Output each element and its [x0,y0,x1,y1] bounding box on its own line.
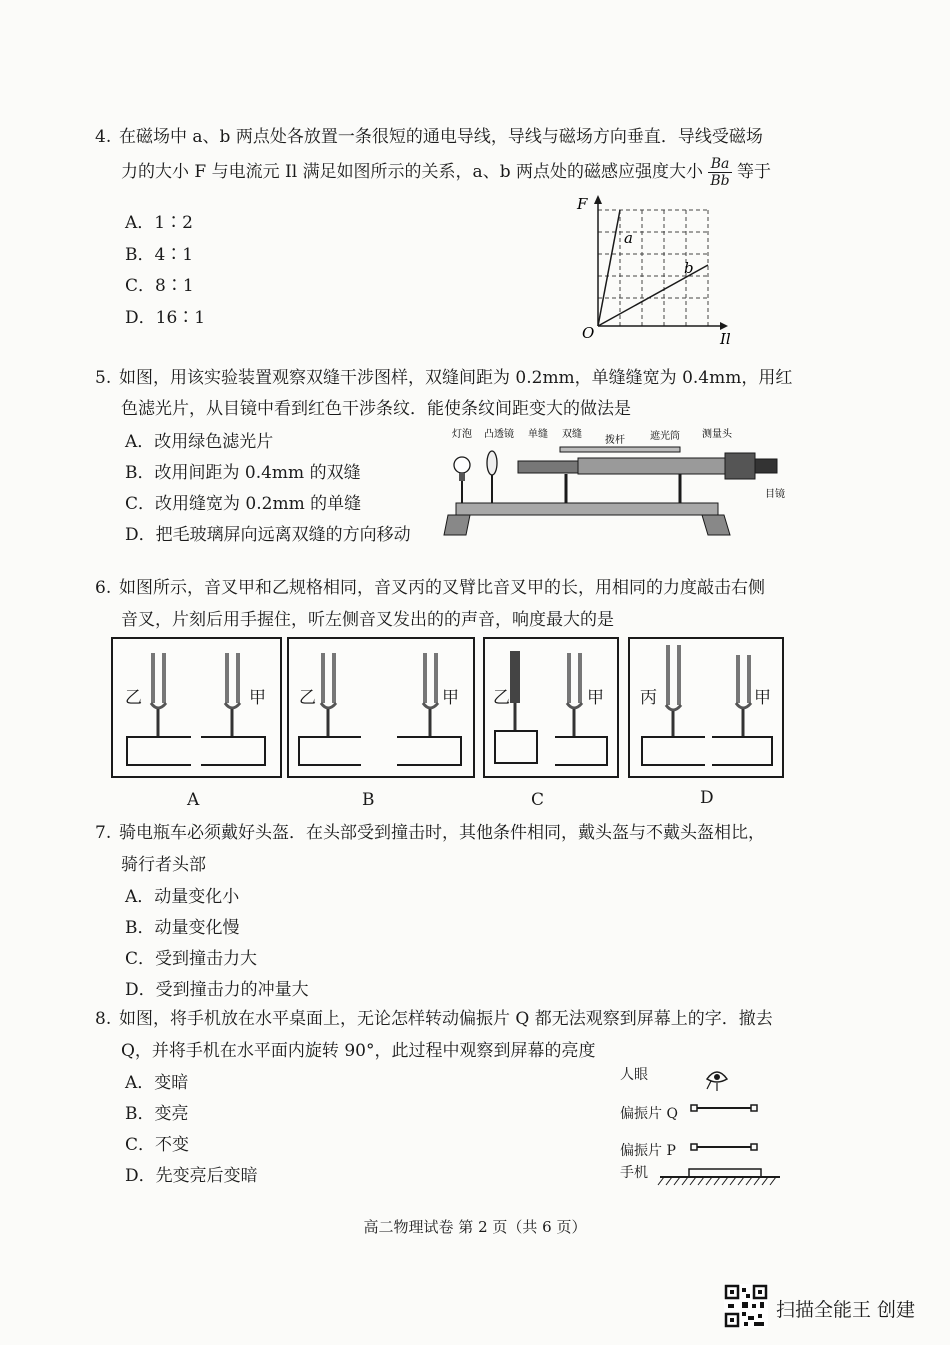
panel-a-forks [113,639,280,776]
q4-option-a: A．1∶2 [125,213,193,233]
bulb-icon [454,457,470,473]
panel-d-left-label: 丙 [640,688,657,708]
rail-foot-left [444,515,470,535]
label-lever: 拨杆 [605,435,625,446]
fork-left-prong [151,653,155,703]
q6-panel-a [111,637,282,778]
resonance-box-left [127,737,191,765]
q8-option-c: C．不变 [125,1135,190,1155]
q5-option-b: B．改用间距为 0.4mm 的双缝 [125,463,361,483]
q4-line1 [95,122,763,147]
q8-option-d: D．先变亮后变暗 [125,1166,258,1186]
q7-option-d: D．受到撞击力的冲量大 [125,980,309,1000]
lens-icon [487,451,497,475]
q8-option-a: A．变暗 [125,1073,189,1093]
polarizer-p-label: 偏振片 P [620,1143,676,1159]
q4-option-d: D．16∶1 [125,308,206,328]
panel-a-right-label: 甲 [249,688,266,708]
panel-b-right-label: 甲 [442,688,459,708]
q5-line2: 色滤光片，从目镜中看到红色干涉条纹．能使条纹间距变大的做法是 [121,399,631,419]
q5-line1 [95,363,792,388]
phone-label: 手机 [620,1165,648,1181]
qr-code-icon [724,1284,768,1328]
panel-d-right-label: 甲 [754,688,771,708]
origin-label: O [582,324,595,342]
q6-panel-b [287,637,475,778]
phone-icon [689,1169,761,1177]
q4-option-b: B．4∶1 [125,245,194,265]
rail-foot-right [702,515,730,535]
q6-panel-c [483,637,619,778]
panel-d-forks [630,639,782,776]
q5-text-1: 如图，用该实验装置观察双缝干涉图样，双缝间距为 0.2mm，单缝缝宽为 0.4mm，用红 [119,368,793,388]
line-a [598,210,620,326]
fraction-numerator: Ba [708,156,731,173]
table-hatching [658,1177,776,1185]
label-single-slit: 单缝 [528,429,548,440]
polarizer-q-end-right [751,1105,757,1111]
q7-option-c: C．受到撞击力大 [125,949,258,969]
q6-line1 [95,573,765,598]
panel-b-forks [289,639,473,776]
eye-label: 人眼 [620,1067,648,1083]
label-lens: 凸透镜 [484,429,514,440]
polarizer-q-label: 偏振片 Q [620,1106,678,1122]
resonance-box-right [201,737,265,765]
q4-option-c: C．8∶1 [125,276,194,296]
q8-text-1: 如图，将手机放在水平桌面上，无论怎样转动偏振片 Q 都无法观察到屏幕上的字．撤去 [119,1009,773,1029]
panel-a-left-label: 乙 [125,688,142,708]
q6-number: 6. [95,578,112,598]
q7-option-a: A．动量变化小 [125,887,240,907]
q4-line2 [121,156,771,189]
scanner-watermark: 扫描全能王 创建 [776,1299,916,1321]
q6-caption-b: B [362,790,375,810]
q7-line1 [95,818,765,843]
q5-option-c: C．改用缝宽为 0.2mm 的单缝 [125,494,362,514]
polarizer-q-end-left [691,1105,697,1111]
q6-panel-d [628,637,784,778]
lever [560,447,680,452]
q4-number: 4. [95,127,112,147]
q5-option-d: D．把毛玻璃屏向远离双缝的方向移动 [125,525,411,545]
q8-option-b: B．变亮 [125,1104,189,1124]
y-axis-label: F [577,195,588,213]
q8-line1 [95,1004,773,1029]
q5-apparatus [440,425,795,545]
q4-fraction [708,156,731,189]
fraction-denominator: Bb [710,173,730,190]
q7-text-1: 骑电瓶车必须戴好头盔．在头部受到撞击时，其他条件相同，戴头盔与不戴头盔相比， [119,823,765,843]
fork-right-prong [225,653,229,703]
fork-left-prong [162,653,166,703]
q7-number: 7. [95,823,112,843]
q7-line2: 骑行者头部 [121,855,206,875]
q8-line2: Q，并将手机在水平面内旋转 90°，此过程中观察到屏幕的亮度 [121,1041,596,1061]
q4-text-3: 等于 [737,162,772,183]
q4-text-1: 在磁场中 a、b 两点处各放置一条很短的通电导线，导线与磁场方向垂直．导线受磁场 [119,127,763,147]
q6-caption-c: C [531,790,545,810]
polarizer-p-end-right [751,1144,757,1150]
q8-number: 8. [95,1009,112,1029]
q6-line2: 音叉，片刻后用手握住，听左侧音叉发出的的声音，响度最大的是 [121,610,614,630]
x-axis-label: Il [720,330,731,348]
panel-b-left-label: 乙 [299,688,316,708]
fork-right-prong [236,653,240,703]
q5-option-a: A．改用绿色滤光片 [125,432,274,452]
polarizer-p-end-left [691,1144,697,1150]
panel-c-right-label: 甲 [587,688,604,708]
q6-caption-d: D [700,788,714,808]
panel-c-forks [485,639,617,776]
q6-caption-a: A [187,790,200,810]
q6-text-1: 如图所示，音叉甲和乙规格相同，音叉丙的叉臂比音叉甲的长，用相同的力度敲击右侧 [119,578,765,598]
line-a-label: a [624,229,633,247]
eyepiece-icon [755,459,777,473]
page-footer: 高二物理试卷 第 2 页（共 6 页） [363,1218,587,1236]
measuring-head [725,453,755,479]
label-double-slit: 双缝 [562,429,582,440]
label-tube: 遮光筒 [650,431,680,442]
q5-number: 5. [95,368,112,388]
q8-diagram [655,1055,785,1195]
light-tube [578,458,728,474]
q4-text-2: 力的大小 F 与电流元 Il 满足如图所示的关系，a、b 两点处的磁感应强度大小 [121,162,703,183]
label-measuring-head: 测量头 [702,429,732,440]
label-eyepiece: 目镜 [765,489,785,500]
slit-holder [518,461,578,473]
bulb-base [459,473,465,481]
optical-rail [456,503,718,515]
y-axis-arrow-icon [594,195,602,204]
panel-c-left-label: 乙 [493,688,510,708]
x-axis-arrow-icon [720,322,728,330]
line-b-label: b [684,259,694,277]
q7-option-b: B．动量变化慢 [125,918,240,938]
q4-graph [570,192,740,352]
label-bulb: 灯泡 [452,429,472,440]
